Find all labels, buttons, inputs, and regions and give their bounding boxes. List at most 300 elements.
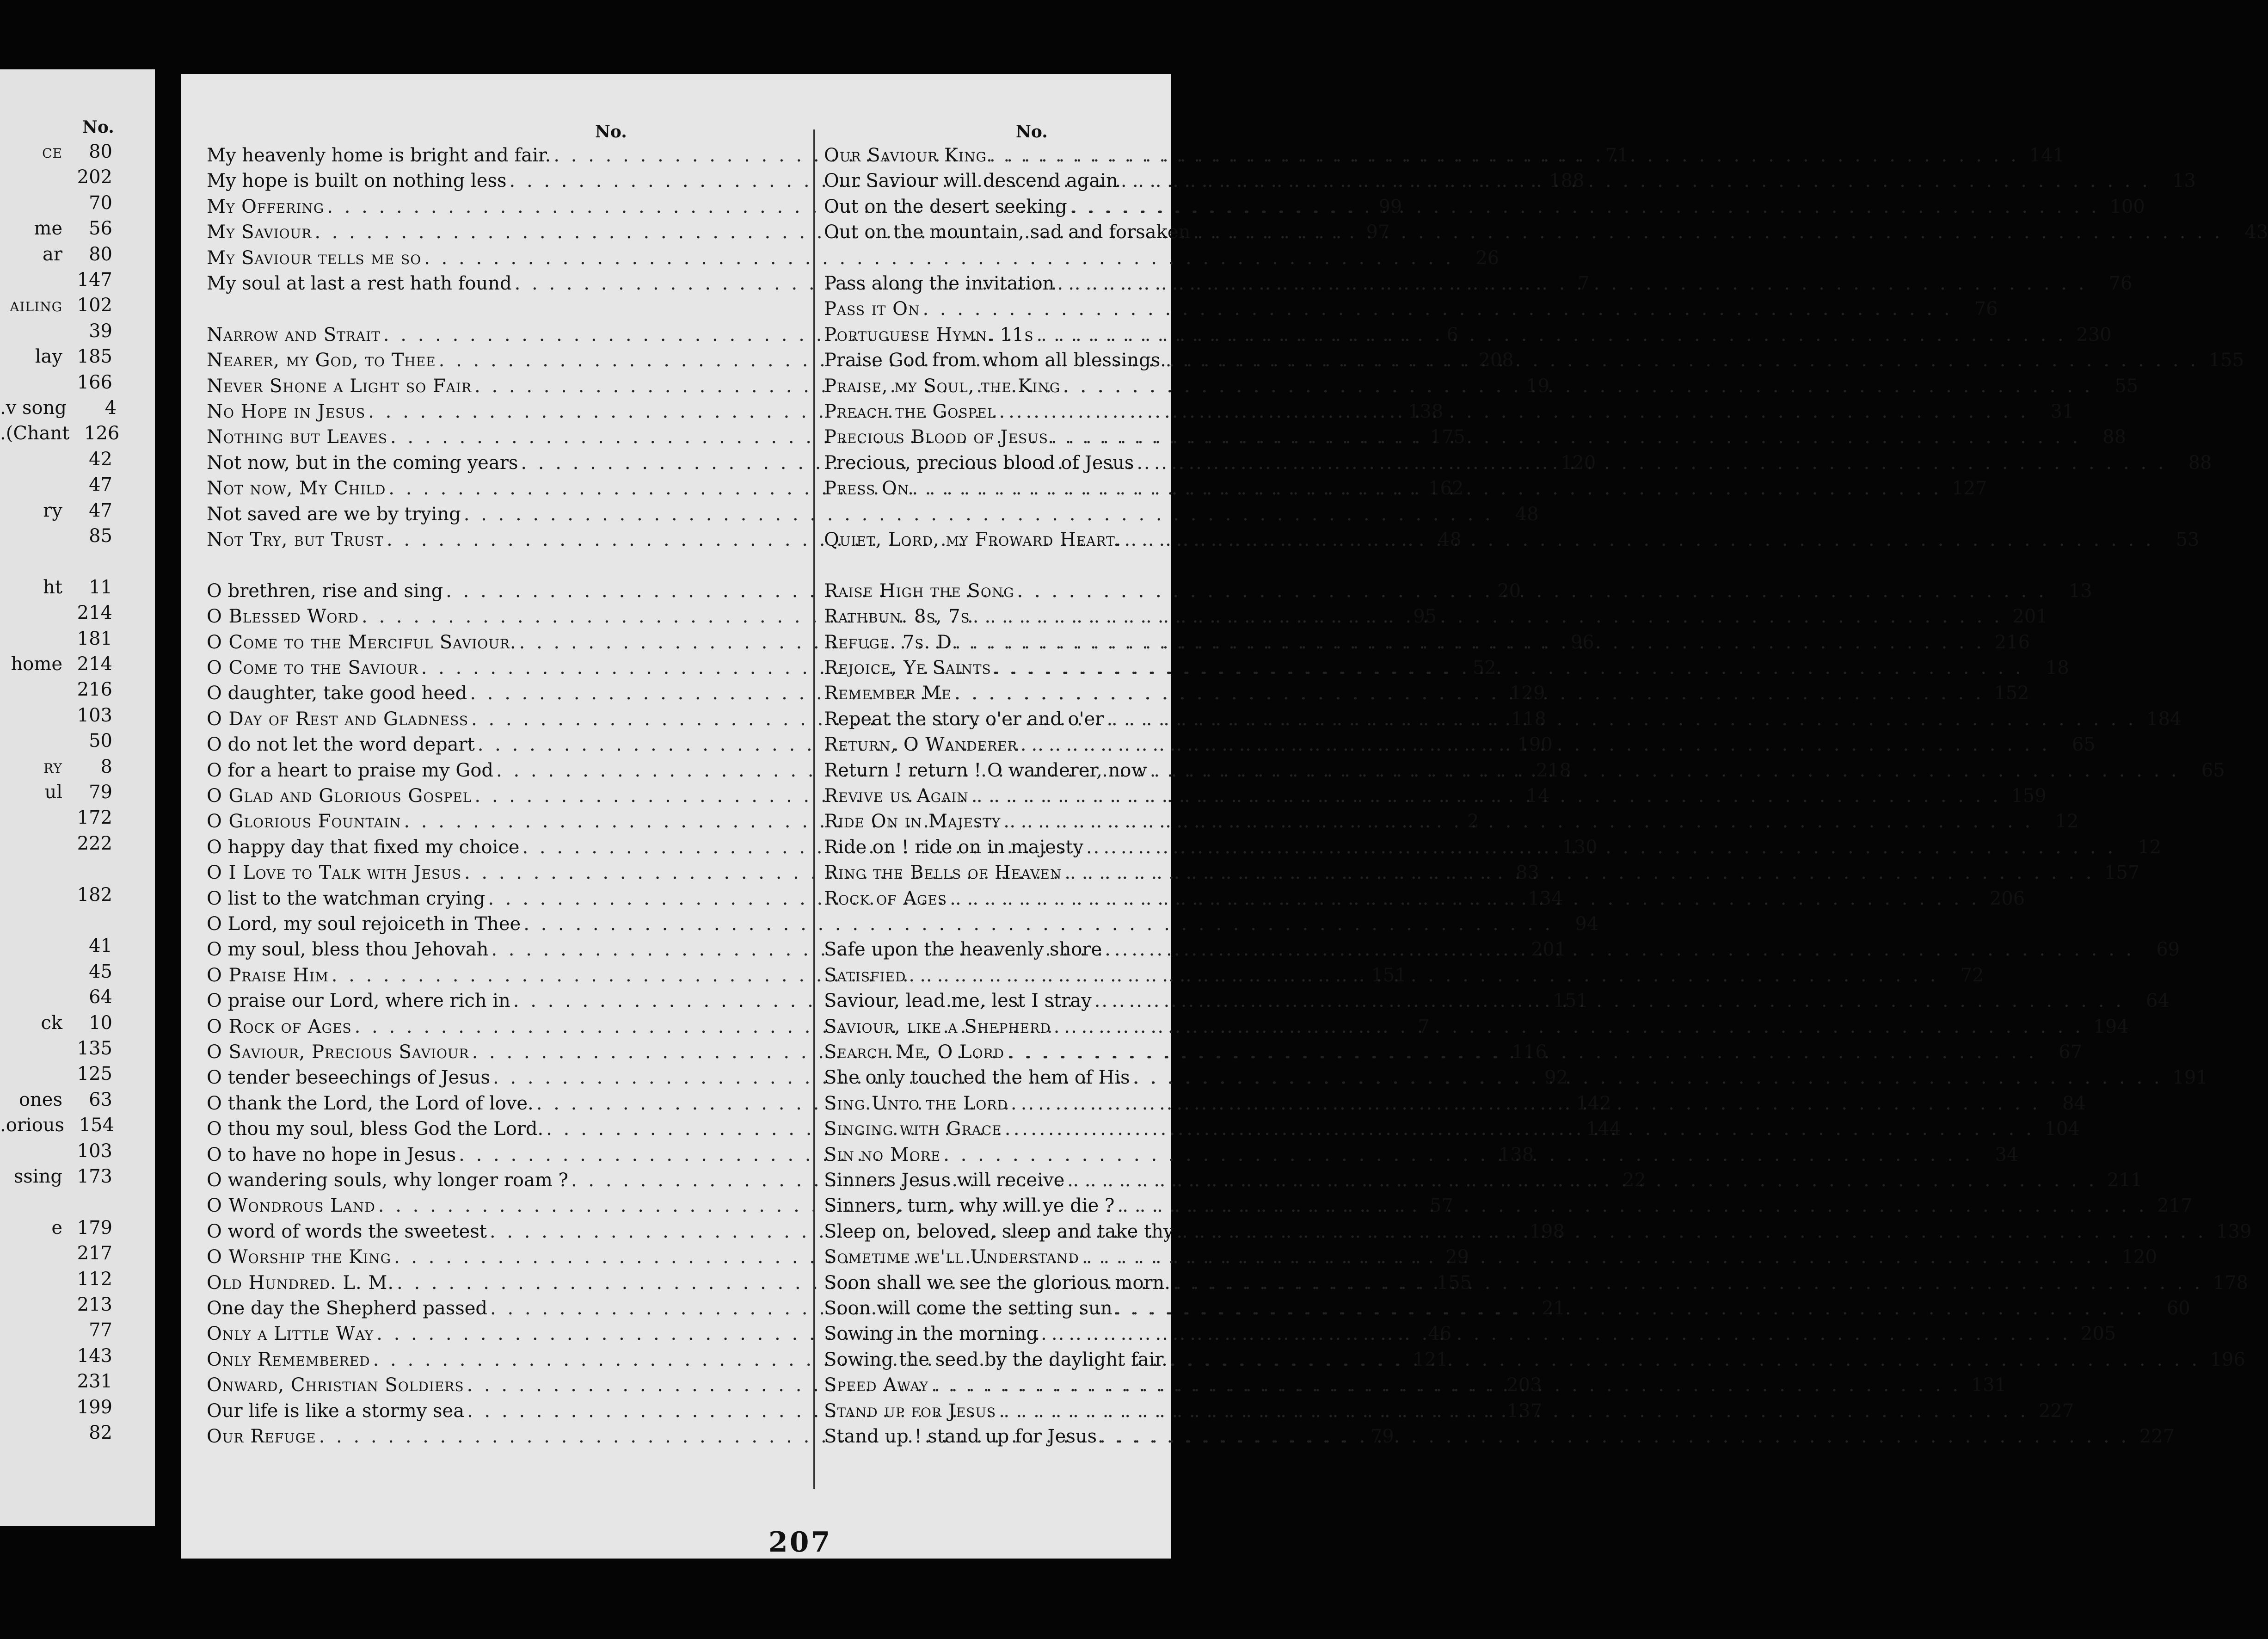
leader-dots	[952, 629, 1985, 655]
index-entry	[0, 1010, 155, 1036]
entry-title: Only a Little Way	[207, 1323, 374, 1345]
hymn-number: 206	[1989, 887, 2025, 909]
entry-title: Ride on ! ride on in majesty	[824, 836, 1084, 858]
hymn-number: 79	[1370, 1426, 1394, 1447]
hymn-number: 88	[2188, 452, 2212, 474]
hymn-number: 99	[1378, 196, 1402, 217]
hymn-number: 130	[1562, 836, 1598, 858]
entry-title: Out on the mountain, sad and forsaken	[824, 222, 1191, 243]
leader-dots	[947, 886, 1979, 912]
entry-title: ssing	[13, 1166, 62, 1187]
hymn-number: 142	[1576, 1092, 1611, 1114]
index-entry	[824, 911, 1291, 937]
hymn-number: 129	[1510, 683, 1545, 704]
leader-dots	[1166, 347, 2199, 373]
hymn-number: 85	[89, 525, 112, 547]
hymn-number: 118	[1511, 708, 1547, 730]
hymn-number: 72	[1960, 964, 1984, 986]
hymn-number: 12	[2138, 836, 2162, 858]
hymn-number: 135	[77, 1038, 112, 1059]
leader-dots	[1097, 1423, 2129, 1449]
index-entry	[0, 933, 155, 959]
entry-title: Sinners Jesus will receive	[824, 1170, 1065, 1191]
index-entry	[0, 1240, 155, 1266]
index-entry	[0, 370, 155, 395]
index-entry	[0, 831, 155, 856]
hymn-number: 162	[1428, 478, 1464, 499]
entry-title: Portuguese Hymn. 11s	[824, 324, 1034, 345]
entry-title: O to have no hope in Jesus	[207, 1144, 456, 1165]
index-entry	[0, 472, 155, 498]
index-entry	[0, 626, 155, 652]
index-entry	[0, 446, 155, 472]
hymn-number: 95	[1413, 606, 1437, 628]
leader-dots	[1170, 1270, 2203, 1296]
hymn-number: 175	[1430, 426, 1466, 448]
entry-title: Soon will come the setting sun	[824, 1298, 1112, 1319]
entry-title: O my soul, bless thou Jehovah	[207, 939, 489, 961]
entry-title: Ride On in Majesty	[824, 811, 1001, 832]
entry-title: Precious Blood of Jesus	[824, 426, 1048, 448]
leader-dots	[952, 680, 1984, 706]
leader-dots	[1134, 450, 2166, 476]
hymn-number: 213	[77, 1294, 112, 1315]
entry-title: Remember Me	[824, 683, 952, 704]
index-entry	[0, 959, 155, 985]
hymn-number: 52	[1472, 657, 1496, 678]
entry-title: Not Try, but Trust	[207, 529, 384, 550]
leader-dots	[1054, 271, 2087, 296]
index-entry	[0, 1061, 155, 1087]
hymn-number: 10	[89, 1012, 112, 1034]
entry-title: Press On	[824, 478, 910, 499]
hymn-number: 166	[77, 371, 112, 393]
entry-title: Onward, Christian Soldiers	[207, 1374, 464, 1396]
hymn-number: 56	[89, 218, 112, 240]
hymn-number: 104	[2044, 1118, 2080, 1140]
hymn-number: 55	[2114, 375, 2139, 397]
hymn-number: 217	[77, 1243, 112, 1264]
entry-title: Rathbun. 8s, 7s	[824, 606, 970, 628]
leader-dots	[1062, 860, 2094, 886]
hymn-number: 80	[89, 141, 112, 162]
hymn-number: 70	[89, 192, 112, 214]
entry-title: ce	[42, 141, 62, 162]
entry-title: Safe upon the heavenly shore	[824, 939, 1102, 961]
hymn-number: 41	[89, 935, 112, 957]
hymn-number: 120	[2121, 1246, 2157, 1268]
index-entry	[824, 808, 2079, 834]
entry-title: O daughter, take good heed	[207, 683, 467, 704]
hymn-number: 60	[2166, 1298, 2190, 1319]
entry-title: Raise High the Song	[824, 580, 1014, 602]
entry-title: Ring the Bells of Heaven	[824, 862, 1062, 884]
entry-title: Out on the desert seeking	[824, 196, 1067, 217]
hymn-number: 83	[1516, 862, 1540, 884]
hymn-number: 14	[1526, 785, 1550, 807]
index-entry	[207, 552, 808, 578]
index-entry	[0, 216, 155, 241]
prev-no-label: No.	[82, 117, 114, 137]
index-entry	[0, 1292, 155, 1318]
hymn-number: 214	[77, 602, 112, 624]
index-entry	[0, 1368, 155, 1394]
leader-dots	[1190, 219, 2223, 245]
hymn-number: 127	[1952, 478, 1987, 499]
entry-title: Sowing in the morning	[824, 1323, 1039, 1345]
hymn-number: 131	[1971, 1374, 2007, 1396]
hymn-number: 205	[2080, 1323, 2116, 1345]
hymn-number: 116	[1512, 1041, 1547, 1063]
hymn-number: 31	[2050, 401, 2074, 422]
entry-title: My hope is built on nothing less	[207, 170, 507, 192]
hymn-number: 121	[1413, 1349, 1448, 1370]
hymn-number: 126	[84, 423, 120, 444]
hymn-number: 185	[77, 346, 112, 368]
leader-dots	[1051, 1014, 2084, 1040]
entry-title: Praise God from whom all blessings.	[824, 350, 1166, 371]
leader-dots	[996, 399, 2028, 425]
index-entry	[0, 984, 155, 1010]
entry-title: Narrow and Strait	[207, 324, 381, 345]
hymn-number: 29	[1445, 1246, 1469, 1268]
index-entry	[0, 523, 155, 549]
hymn-number: 202	[77, 166, 112, 188]
hymn-number: 43	[2244, 222, 2268, 243]
entry-title: Not saved are we by trying	[207, 503, 461, 525]
hymn-number: 4	[104, 397, 117, 419]
entry-title: Our Refuge	[207, 1426, 316, 1447]
entry-title: O Saviour, Precious Saviour	[207, 1041, 469, 1063]
hymn-number: 154	[79, 1115, 115, 1136]
hymn-number: 120	[1561, 452, 1596, 474]
entry-title: Stand up for Jesus	[824, 1400, 996, 1422]
entry-title: Sin no More	[824, 1144, 941, 1165]
entry-title: ailing	[10, 295, 62, 316]
entry-title: Sometime we'll Understand	[824, 1246, 1079, 1268]
leader-dots	[987, 142, 2019, 168]
index-entry	[0, 805, 155, 831]
right-no-label: No.	[1016, 122, 1048, 142]
hymn-number: 7	[1418, 1016, 1430, 1037]
hymn-number: 64	[2145, 990, 2170, 1012]
entry-title: ar	[43, 243, 62, 265]
index-entry	[207, 245, 1500, 271]
entry-title: Chant).	[0, 423, 70, 444]
index-entry	[0, 498, 155, 524]
entry-title: Stand up ! stand up for Jesus	[824, 1426, 1097, 1447]
leader-dots	[1092, 988, 2124, 1014]
hymn-number: 217	[2157, 1195, 2193, 1217]
leader-dots	[940, 1142, 1973, 1168]
index-entry	[0, 856, 155, 882]
hymn-number: 218	[1536, 759, 1572, 781]
entry-title: Never Shone a Light so Fair	[207, 375, 472, 397]
hymn-number: 151	[1553, 990, 1588, 1012]
entry-title: orious.	[0, 1115, 65, 1136]
entry-title: O Blessed Word	[207, 606, 359, 628]
leader-dots	[1018, 732, 2050, 758]
entry-title: Sleep on, beloved, sleep and take thy	[824, 1220, 1174, 1242]
hymn-number: 112	[77, 1268, 112, 1290]
leader-dots	[906, 962, 1938, 988]
entry-title: ones	[18, 1089, 62, 1110]
hymn-number: 155	[1436, 1272, 1472, 1294]
hymn-number: 65	[2071, 734, 2096, 756]
hymn-number: 144	[1586, 1118, 1622, 1140]
leader-dots	[1147, 758, 2180, 783]
entry-title: O do not let the word depart	[207, 734, 475, 756]
hymn-number: 57	[1429, 1195, 1453, 1217]
hymn-number: 198	[1529, 1220, 1565, 1242]
hymn-number: 8	[100, 756, 112, 777]
leader-dots	[1130, 1065, 2163, 1091]
hymn-number: 179	[77, 1217, 112, 1238]
hymn-number: 173	[77, 1166, 112, 1187]
index-entry	[824, 552, 1291, 578]
hymn-number: 138	[1408, 401, 1444, 422]
entry-title: Not now, but in the coming years	[207, 452, 518, 474]
entry-title: O Glad and Glorious Gospel	[207, 785, 472, 807]
index-entry	[0, 420, 155, 446]
leader-dots	[969, 783, 2001, 809]
hymn-number: 190	[1517, 734, 1553, 756]
index-entry	[207, 501, 1539, 527]
hymn-number: 172	[77, 807, 112, 829]
hymn-number: 80	[89, 243, 112, 265]
entry-title: Return ! return ! O wanderer, now	[824, 759, 1147, 781]
index-entry	[0, 882, 155, 908]
entry-title: O tender beseechings of Jesus	[207, 1067, 490, 1089]
leader-dots	[1114, 1193, 2147, 1219]
hymn-number: 94	[1575, 913, 1599, 935]
entry-title: O Wondrous Land	[207, 1195, 375, 1217]
entry-title: ry	[43, 756, 62, 777]
entry-title: Sing Unto the Lord	[824, 1092, 1008, 1114]
index-entry	[0, 1266, 155, 1292]
entry-title: Nothing but Leaves	[207, 426, 387, 448]
entry-title: Singing with Grace	[824, 1118, 1002, 1140]
index-entry	[0, 651, 155, 677]
entry-title: O I Love to Talk with Jesus	[207, 862, 461, 884]
index-entry	[0, 600, 155, 626]
leader-dots	[1060, 373, 2093, 399]
column-divider	[813, 129, 815, 1489]
leader-dots	[991, 655, 2024, 681]
hymn-number: 222	[77, 832, 112, 854]
hymn-number: 2	[1467, 811, 1479, 832]
hymn-number: 67	[2059, 1041, 2083, 1063]
entry-title: She only touched the hem of His	[824, 1067, 1130, 1089]
entry-title: Soon shall we see the glorious morn.	[824, 1272, 1171, 1294]
hymn-number: 230	[2076, 324, 2112, 345]
hymn-number: 227	[2139, 1426, 2175, 1447]
hymn-number: 138	[1498, 1144, 1534, 1165]
entry-title: Quiet, Lord, my Froward Heart.	[824, 529, 1122, 550]
entry-title: ry	[43, 499, 62, 521]
hymn-number: 12	[2055, 811, 2079, 832]
leader-dots	[970, 604, 2003, 629]
hymn-number: 151	[1371, 964, 1407, 986]
index-entry	[0, 1189, 155, 1215]
hymn-number: 191	[2172, 1067, 2208, 1089]
entry-title: Precious, precious blood of Jesus	[824, 452, 1134, 474]
index-entry	[824, 271, 2133, 296]
hymn-number: 141	[2029, 145, 2065, 166]
entry-title: O Lord, my soul rejoiceth in Thee	[207, 913, 521, 935]
hymn-number: 76	[2108, 273, 2133, 294]
index-entry	[0, 779, 155, 805]
index-entry	[207, 911, 1599, 937]
hymn-number: 203	[1506, 1374, 1542, 1396]
entry-title: Saviour, lead me, lest I stray	[824, 990, 1092, 1012]
hymn-number: 103	[77, 704, 112, 726]
index-entry	[0, 754, 155, 780]
entry-title: me	[34, 218, 62, 240]
entry-title: Our Saviour will descend again	[824, 170, 1118, 192]
hymn-number: 46	[1428, 1323, 1452, 1345]
hymn-number: 178	[2213, 1272, 2249, 1294]
entry-title: Speed Away	[824, 1374, 929, 1396]
entry-title: v song.	[0, 397, 67, 419]
index-entry	[824, 245, 1291, 271]
entry-title: O Worship the King	[207, 1246, 391, 1268]
hymn-number: 97	[1366, 222, 1390, 243]
entry-title: O for a heart to praise my God	[207, 759, 494, 781]
hymn-number: 184	[2146, 708, 2182, 730]
entry-title: O wandering souls, why longer roam ?	[207, 1170, 568, 1191]
leader-dots	[1102, 937, 2134, 962]
leader-dots	[1067, 194, 2100, 220]
entry-title: No Hope in Jesus	[207, 401, 366, 422]
entry-title: Our life is like a stormy sea	[207, 1400, 465, 1422]
hymn-number: 45	[89, 961, 112, 982]
hymn-number: 147	[77, 269, 112, 290]
hymn-number: 39	[89, 320, 112, 342]
hymn-number: 182	[77, 884, 112, 906]
hymn-number: 76	[1974, 298, 1998, 320]
entry-title: Rejoice, Ye Saints	[824, 657, 991, 678]
index-entry	[0, 1420, 155, 1446]
entry-title: My heavenly home is bright and fair.	[207, 145, 551, 166]
leader-dots	[1048, 424, 2081, 450]
hymn-number: 53	[2176, 529, 2200, 550]
hymn-number: 196	[2210, 1349, 2245, 1370]
hymn-number: 77	[89, 1319, 112, 1341]
index-entry	[0, 1164, 155, 1189]
index-entry	[0, 548, 155, 574]
hymn-number: 13	[2068, 580, 2092, 602]
index-entry	[0, 139, 155, 165]
index-entry	[0, 1138, 155, 1164]
hymn-number: 26	[1475, 247, 1500, 269]
index-entry	[824, 501, 1291, 527]
hymn-number: 152	[1994, 683, 2029, 704]
leader-dots	[1104, 706, 2136, 732]
entry-title: O Come to the Merciful Saviour.	[207, 631, 516, 653]
hymn-number: 13	[2172, 170, 2196, 192]
hymn-number: 96	[1570, 631, 1594, 653]
index-entry	[0, 1112, 155, 1138]
previous-page-fragment	[0, 69, 155, 1526]
index-entry	[0, 292, 155, 318]
index-entry	[0, 1394, 155, 1420]
entry-title: Preach the Gospel	[824, 401, 996, 422]
hymn-number: 69	[2156, 939, 2180, 961]
entry-title: ck	[41, 1012, 62, 1034]
entry-title: Nearer, my God, to Thee	[207, 350, 436, 371]
index-entry	[0, 1215, 155, 1241]
entry-title: O happy day that fixed my choice	[207, 836, 520, 858]
leader-dots	[1038, 1321, 2071, 1347]
entry-title: O thank the Lord, the Lord of love.	[207, 1092, 534, 1114]
entry-title: My Saviour	[207, 222, 312, 243]
leader-dots	[1083, 834, 2116, 860]
index-entry	[0, 318, 155, 344]
index-entry	[0, 241, 155, 267]
hymn-number: 48	[1515, 503, 1539, 525]
hymn-number: 216	[77, 679, 112, 701]
index-entry	[0, 267, 155, 293]
entry-title: Repeat the story o'er and o'er	[824, 708, 1104, 730]
hymn-number: 48	[1438, 529, 1462, 550]
leader-dots	[1112, 1295, 2145, 1321]
hymn-number: 139	[2216, 1220, 2252, 1242]
entry-title: Search Me, O Lord	[824, 1041, 1005, 1063]
leader-dots	[1118, 168, 2151, 194]
entry-title: One day the Shepherd passed	[207, 1298, 488, 1319]
hymn-number: 92	[1544, 1067, 1568, 1089]
leader-dots	[1174, 1219, 2206, 1245]
hymn-number: 79	[89, 782, 112, 803]
leader-dots	[1034, 322, 2066, 348]
index-entry	[207, 296, 808, 322]
index-entry	[0, 728, 155, 754]
leader-dots	[1014, 578, 2047, 604]
page-number: 207	[768, 1526, 832, 1559]
hymn-number: 65	[2201, 759, 2225, 781]
hymn-number: 47	[89, 474, 112, 496]
index-entry	[824, 1014, 2129, 1040]
hymn-number: 143	[77, 1345, 112, 1367]
hymn-number: 102	[77, 295, 112, 316]
hymn-number: 42	[89, 448, 112, 470]
entry-title: Sinners, turn, why will ye die ?	[824, 1195, 1115, 1217]
entry-title: O list to the watchman crying	[207, 887, 486, 909]
leader-dots	[1002, 1116, 2034, 1142]
index-entry	[0, 344, 155, 370]
entry-title: Revive us Again	[824, 785, 969, 807]
entry-title: e	[51, 1217, 62, 1238]
hymn-number: 201	[1531, 939, 1567, 961]
index-entry	[0, 1317, 155, 1343]
index-entry	[0, 1087, 155, 1113]
hymn-number: 64	[89, 986, 112, 1008]
hymn-number: 19	[1526, 375, 1550, 397]
entry-title: Only Remembered	[207, 1349, 370, 1370]
hymn-number: 11	[89, 576, 112, 598]
leader-dots	[1001, 808, 2033, 834]
entry-title: O praise our Lord, where rich in	[207, 990, 510, 1012]
index-entry	[824, 296, 1998, 322]
hymn-number: 181	[77, 628, 112, 649]
hymn-number: 63	[89, 1089, 112, 1110]
leader-dots	[1004, 1039, 2037, 1065]
leader-dots	[1168, 1347, 2200, 1373]
hymn-number: 157	[2104, 862, 2140, 884]
hymn-number: 137	[1506, 1400, 1543, 1422]
leader-dots	[920, 296, 1952, 322]
